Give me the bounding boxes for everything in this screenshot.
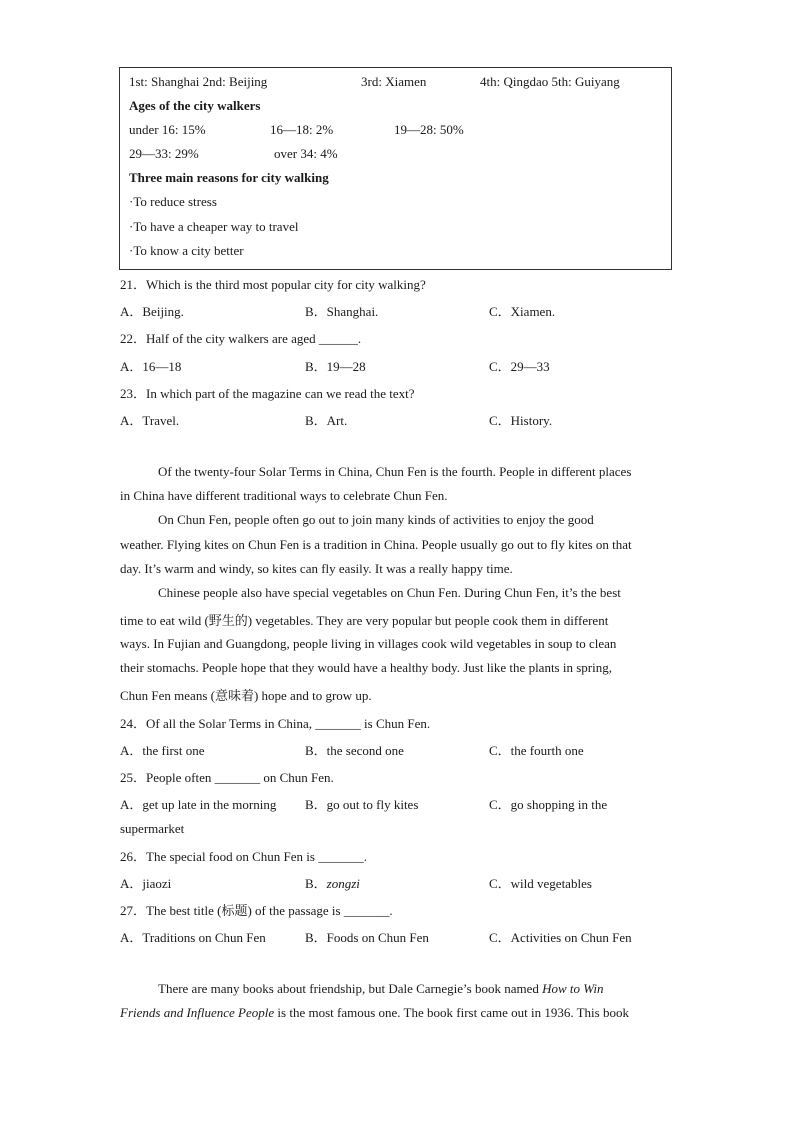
- passage-line: ways. In Fujian and Guangdong, people living in villages cook wild vegetables in soup to clean: [120, 636, 617, 651]
- rank-qingdao-guiyang: 4th: Qingdao 5th: Guiyang: [480, 74, 620, 89]
- age-under-16: under 16: 15%: [129, 122, 206, 137]
- option-c: C．Xiamen.: [489, 304, 556, 319]
- option-c: C．go shopping in the: [489, 797, 608, 812]
- reason-item: ·To have a cheaper way to travel: [129, 219, 299, 234]
- ages-heading: Ages of the city walkers: [129, 98, 261, 113]
- option-a: A．Traditions on Chun Fen: [120, 930, 266, 945]
- option-b: B．zongzi: [305, 876, 360, 891]
- option-b: B．Shanghai.: [305, 304, 379, 319]
- question-stem: 22．Half of the city walkers are aged ______.: [120, 331, 362, 346]
- passage-line: Of the twenty-four Solar Terms in China, Chun Fen is the fourth. People in different places: [158, 464, 632, 479]
- option-a: A．Beijing.: [120, 304, 184, 319]
- book-title-part2: Friends and Influence People: [120, 1005, 275, 1020]
- passage-line: Chinese people also have special vegetables on Chun Fen. During Chun Fen, it’s the best: [158, 585, 621, 600]
- question-stem: 27．The best title (标题) of the passage is _______.: [120, 903, 393, 918]
- question-stem: 23．In which part of the magazine can we read the text?: [120, 386, 415, 401]
- rank-shanghai-beijing: 1st: Shanghai 2nd: Beijing: [129, 74, 268, 89]
- option-c-wrap: supermarket: [120, 821, 185, 836]
- age-29-33: 29—33: 29%: [129, 146, 199, 161]
- question-stem: 26．The special food on Chun Fen is _______.: [120, 849, 367, 864]
- option-b: B．Art.: [305, 413, 348, 428]
- book-title-part1: How to Win: [542, 981, 604, 996]
- passage-line: day. It’s warm and windy, so kites can fly easily. It was a really happy time.: [120, 561, 513, 576]
- age-over-34: over 34: 4%: [274, 146, 338, 161]
- option-a: A．jiaozi: [120, 876, 172, 891]
- reason-item: ·To reduce stress: [129, 194, 217, 209]
- rank-xiamen: 3rd: Xiamen: [361, 74, 427, 89]
- option-b: B．19—28: [305, 359, 366, 374]
- option-c: C．History.: [489, 413, 553, 428]
- reason-item: ·To know a city better: [129, 243, 244, 258]
- question-stem: 24．Of all the Solar Terms in China, _______ is Chun Fen.: [120, 716, 431, 731]
- option-c: C．the fourth one: [489, 743, 584, 758]
- passage-line: weather. Flying kites on Chun Fen is a tradition in China. People usually go out to fly kites on that: [120, 537, 632, 552]
- option-c: C．29—33: [489, 359, 550, 374]
- reasons-heading: Three main reasons for city walking: [129, 170, 329, 185]
- passage2-line2-text: is the most famous one. The book first came out in 1936. This book: [274, 1005, 629, 1020]
- option-c: C．wild vegetables: [489, 876, 592, 891]
- question-stem: 21．Which is the third most popular city for city walking?: [120, 277, 426, 292]
- passage2-line1: [158, 981, 604, 997]
- passage2-line1-text: There are many books about friendship, but Dale Carnegie’s book named: [158, 981, 543, 996]
- age-19-28: 19—28: 50%: [394, 122, 464, 137]
- option-a: A．16—18: [120, 359, 182, 374]
- passage-line: in China have different traditional ways to celebrate Chun Fen.: [120, 488, 448, 503]
- question-stem: 25．People often _______ on Chun Fen.: [120, 770, 334, 785]
- option-a: A．get up late in the morning: [120, 797, 277, 812]
- passage-line: time to eat wild (野生的) vegetables. They are very popular but people cook them in different: [120, 613, 609, 628]
- passage-line: On Chun Fen, people often go out to join many kinds of activities to enjoy the good: [158, 512, 594, 527]
- passage2-line2: [120, 1005, 629, 1021]
- option-c: C．Activities on Chun Fen: [489, 930, 632, 945]
- option-b: B．go out to fly kites: [305, 797, 419, 812]
- option-a: A．Travel.: [120, 413, 180, 428]
- age-16-18: 16—18: 2%: [270, 122, 334, 137]
- option-a: A．the first one: [120, 743, 205, 758]
- option-b: B．Foods on Chun Fen: [305, 930, 429, 945]
- option-b: B．the second one: [305, 743, 404, 758]
- passage-line: Chun Fen means (意味着) hope and to grow up.: [120, 688, 372, 703]
- passage-line: their stomachs. People hope that they would have a healthy body. Just like the plants in spring,: [120, 660, 612, 675]
